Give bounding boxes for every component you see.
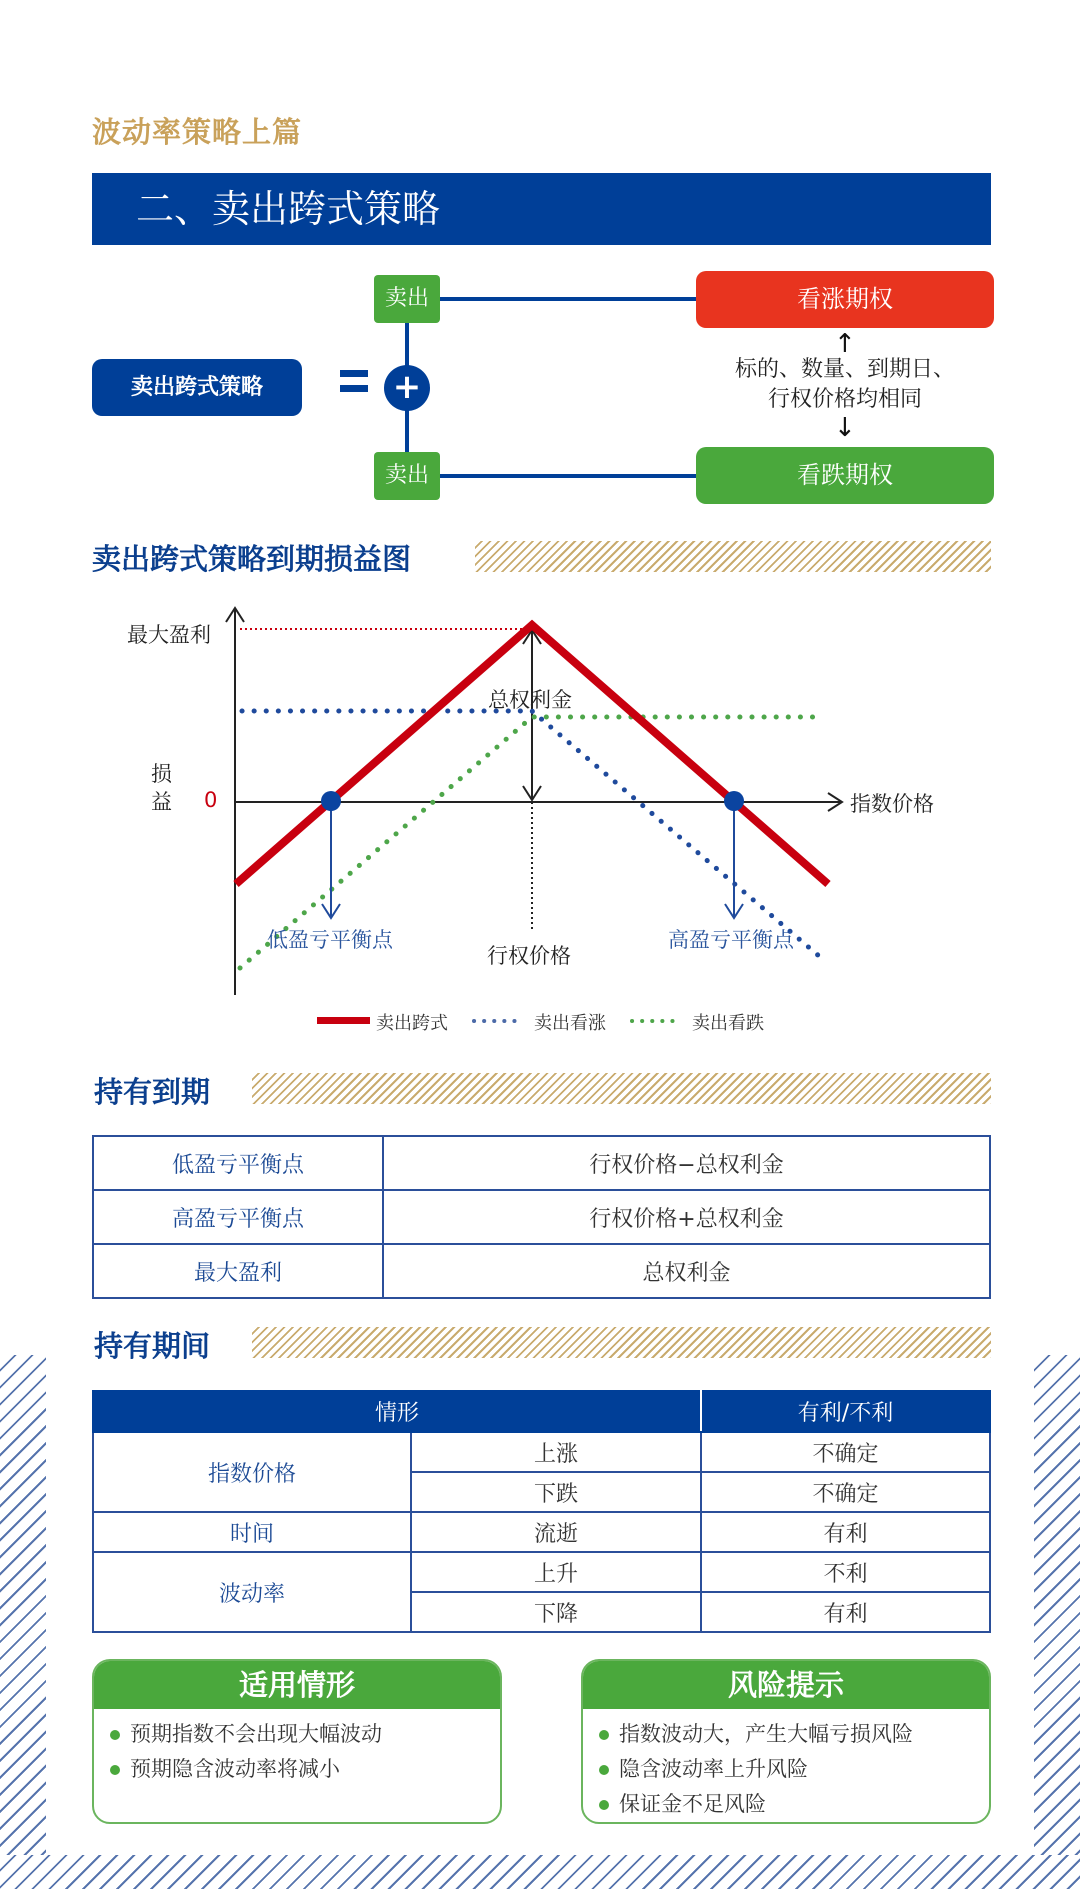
equals-sign-icon: [340, 370, 368, 400]
list-item: 隐含波动率上升风险: [599, 1752, 989, 1787]
legend-label-call: 卖出看涨: [534, 1013, 606, 1034]
list-item: 保证金不足风险: [599, 1787, 989, 1822]
plus-icon: +: [384, 365, 430, 411]
maturity-section-title: 持有到期: [94, 1075, 211, 1109]
change-cell: 下降: [411, 1592, 701, 1632]
call-option-box: 看涨期权: [696, 271, 994, 328]
holding-table: [92, 1390, 991, 1633]
total-premium-label: 总权利金: [488, 688, 572, 712]
change-cell: 上升: [411, 1552, 701, 1592]
gold-stripe-divider: [475, 541, 991, 572]
decorative-stripes-left: [0, 1355, 46, 1889]
sell-tag-put: 卖出: [374, 452, 440, 500]
bullet-icon: [599, 1765, 609, 1775]
legend-label-straddle: 卖出跨式: [376, 1013, 448, 1034]
bullet-icon: [599, 1730, 609, 1740]
maturity-key: 低盈亏平衡点: [93, 1136, 383, 1190]
maturity-value: 行权价格+总权利金: [383, 1190, 990, 1244]
x-axis-label: 指数价格: [850, 792, 934, 816]
payoff-section-title: 卖出跨式策略到期损益图: [92, 542, 412, 576]
table-row: [93, 1136, 990, 1190]
low-breakeven-dot: [321, 791, 341, 811]
header-effect: 有利/不利: [701, 1391, 990, 1432]
factor-cell: 指数价格: [93, 1432, 411, 1512]
low-breakeven-arrow: [322, 802, 340, 918]
card-title: 风险提示: [583, 1661, 989, 1709]
maturity-key: 最大盈利: [93, 1244, 383, 1298]
total-premium-arrow: [523, 630, 541, 800]
arrow-down-icon: ↓: [834, 413, 856, 443]
bullet-icon: [110, 1765, 120, 1775]
card-list: [94, 1709, 500, 1787]
decorative-stripes-right: [1034, 1355, 1080, 1889]
effect-cell: 有利: [701, 1592, 990, 1632]
y-axis-label: 损益: [151, 762, 172, 814]
effect-cell: 不确定: [701, 1472, 990, 1512]
change-cell: 上涨: [411, 1432, 701, 1472]
series-title: 波动率策略上篇: [92, 115, 303, 149]
table-row: [93, 1552, 990, 1592]
high-breakeven-label: 高盈亏平衡点: [668, 928, 794, 952]
header-situation: 情形: [93, 1391, 701, 1432]
arrow-up-icon: ↑: [834, 329, 856, 359]
strategy-label: 卖出跨式策略: [92, 359, 302, 416]
table-row: [93, 1190, 990, 1244]
gold-stripe-divider: [252, 1327, 991, 1358]
put-option-box: 看跌期权: [696, 447, 994, 504]
legend-label-put: 卖出看跌: [692, 1013, 764, 1034]
card-list: [583, 1709, 989, 1822]
effect-cell: 不利: [701, 1552, 990, 1592]
factor-cell: 时间: [93, 1512, 411, 1552]
note-line-1: 标的、数量、到期日、: [734, 357, 955, 382]
table-header-row: [93, 1391, 990, 1432]
chart-legend: [317, 1017, 682, 1024]
maturity-value: 行权价格−总权利金: [383, 1136, 990, 1190]
gold-stripe-divider: [252, 1073, 991, 1104]
applicable-scenarios-card: [92, 1659, 502, 1824]
risk-warning-card: [581, 1659, 991, 1824]
table-row: [93, 1244, 990, 1298]
list-item: 指数波动大，产生大幅亏损风险: [599, 1717, 989, 1752]
max-profit-label: 最大盈利: [127, 623, 211, 647]
note-line-2: 行权价格均相同: [767, 387, 922, 412]
sell-tag-call: 卖出: [374, 275, 440, 323]
strike-label: 行权价格: [487, 944, 571, 968]
list-item: 预期隐含波动率将减小: [110, 1752, 500, 1787]
legend-swatch-straddle: [317, 1017, 370, 1024]
low-breakeven-label: 低盈亏平衡点: [267, 928, 393, 952]
high-breakeven-arrow: [725, 802, 743, 918]
high-breakeven-dot: [724, 791, 744, 811]
card-title: 适用情形: [94, 1661, 500, 1709]
change-cell: 下跌: [411, 1472, 701, 1512]
connector-put: [438, 474, 698, 478]
payoff-chart: [0, 590, 1080, 1050]
table-row: [93, 1512, 990, 1552]
change-cell: 流逝: [411, 1512, 701, 1552]
maturity-value: 总权利金: [383, 1244, 990, 1298]
decorative-stripes-bottom: [0, 1855, 1080, 1889]
section-banner: 二、卖出跨式策略: [92, 173, 991, 245]
bullet-icon: [110, 1730, 120, 1740]
maturity-key: 高盈亏平衡点: [93, 1190, 383, 1244]
connector-call: [438, 297, 698, 301]
same-terms-note: [700, 355, 990, 415]
list-item: 预期指数不会出现大幅波动: [110, 1717, 500, 1752]
table-row: [93, 1432, 990, 1472]
maturity-table: [92, 1135, 991, 1299]
bullet-icon: [599, 1800, 609, 1810]
factor-cell: 波动率: [93, 1552, 411, 1632]
effect-cell: 有利: [701, 1512, 990, 1552]
holding-section-title: 持有期间: [94, 1329, 211, 1363]
effect-cell: 不确定: [701, 1432, 990, 1472]
zero-label: 0: [204, 788, 218, 812]
